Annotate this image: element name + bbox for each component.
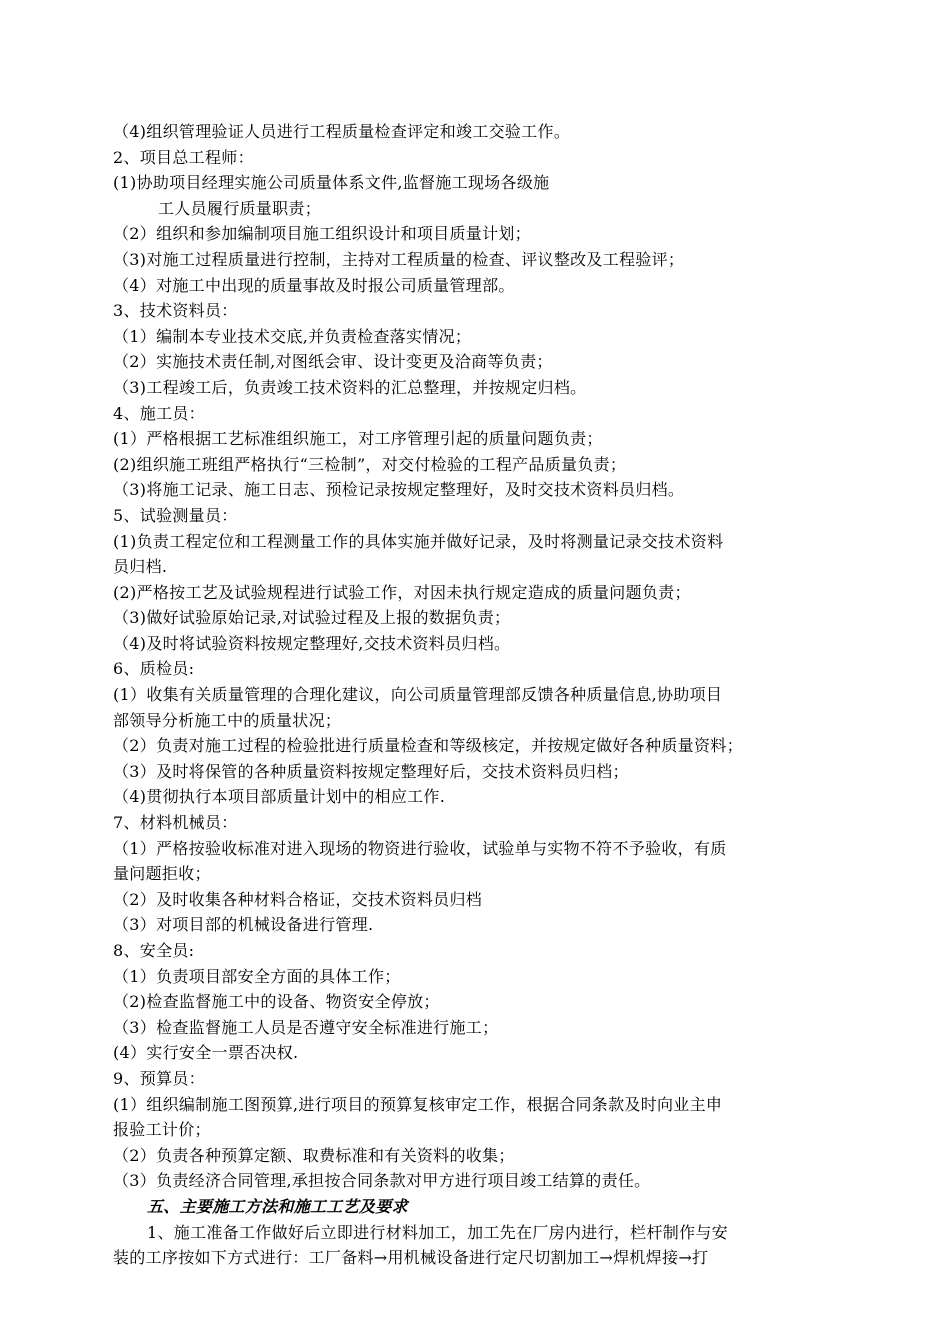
text-line: (2)严格按工艺及试验规程进行试验工作，对因未执行规定造成的质量问题负责； xyxy=(113,582,691,602)
text-line: （2）及时收集各种材料合格证，交技术资料员归档 xyxy=(113,889,483,909)
text-line: 量问题拒收； xyxy=(113,864,211,884)
text-line: 1、施工准备工作做好后立即进行材料加工，加工先在厂房内进行，栏杆制作与安 xyxy=(147,1222,728,1242)
text-line: (1）组织编制施工图预算,进行项目的预算复核审定工作，根据合同条款及时向业主申 xyxy=(113,1094,723,1114)
text-line: (1）严格根据工艺标准组织施工，对工序管理引起的质量问题负责； xyxy=(113,429,603,449)
text-line: （4）对施工中出现的质量事故及时报公司质量管理部。 xyxy=(113,275,515,295)
text-line: （3)将施工记录、施工日志、预检记录按规定整理好，及时交技术资料员归档。 xyxy=(113,480,685,500)
document-body xyxy=(113,119,843,1271)
text-line: 部领导分析施工中的质量状况； xyxy=(113,710,342,730)
text-line: （4)及时将试验资料按规定整理好,交技术资料员归档。 xyxy=(113,633,511,653)
text-line: （1）严格按验收标准对进入现场的物资进行验收，试验单与实物不符不予验收，有质 xyxy=(113,838,727,858)
text-line: （3）负责经济合同管理,承担按合同条款对甲方进行项目竣工结算的责任。 xyxy=(113,1171,651,1191)
text-line: 装的工序按如下方式进行：工厂备料→用机械设备进行定尺切割加工→焊机焊接→打 xyxy=(113,1248,709,1268)
text-line: （3)对施工过程质量进行控制，主持对工程质量的检查、评议整改及工程验评； xyxy=(113,249,685,269)
text-line: (1)协助项目经理实施公司质量体系文件,监督施工现场各级施 xyxy=(113,173,550,193)
text-line: 2、项目总工程师： xyxy=(113,147,254,167)
text-line: （2）负责各种预算定额、取费标准和有关资料的收集； xyxy=(113,1145,515,1165)
text-line: 报验工计价； xyxy=(113,1120,211,1140)
text-line: 5、试验测量员： xyxy=(113,505,238,525)
text-line: （3)工程竣工后，负责竣工技术资料的汇总整理，并按规定归档。 xyxy=(113,377,587,397)
text-line: （2）实施技术责任制,对图纸会审、设计变更及洽商等负责； xyxy=(113,352,553,372)
text-line: 9、预算员： xyxy=(113,1068,205,1088)
text-line: (1）收集有关质量管理的合理化建议，向公司质量管理部反馈各种质量信息,协助项目 xyxy=(113,685,723,705)
text-line: （3）对项目部的机械设备进行管理. xyxy=(113,915,374,935)
text-line: （1）编制本专业技术交底,并负责检查落实情况； xyxy=(113,326,472,346)
text-line: （4)贯彻执行本项目部质量计划中的相应工作. xyxy=(113,787,446,807)
text-line: （2）负责对施工过程的检验批进行质量检查和等级核定，并按规定做好各种质量资料； xyxy=(113,736,743,756)
text-line: (1)负责工程定位和工程测量工作的具体实施并做好记录，及时将测量记录交技术资料 xyxy=(113,531,724,551)
text-line: （3）及时将保管的各种质量资料按规定整理好后，交技术资料员归档； xyxy=(113,761,629,781)
section-heading: 五、主要施工方法和施工工艺及要求 xyxy=(147,1196,408,1216)
text-line: （2)检查监督施工中的设备、物资安全停放； xyxy=(113,992,440,1012)
text-line: 7、材料机械员： xyxy=(113,813,238,833)
text-line: 4、施工员： xyxy=(113,403,205,423)
text-line: 员归档. xyxy=(113,557,168,577)
text-line: 8、安全员: xyxy=(113,941,195,960)
text-line: 工人员履行质量职责； xyxy=(158,198,322,218)
text-line: 6、质检员: xyxy=(113,659,195,679)
text-line: （3）检查监督施工人员是否遵守安全标准进行施工； xyxy=(113,1017,499,1037)
text-line: 3、技术资料员： xyxy=(113,301,238,321)
text-line: （4)组织管理验证人员进行工程质量检查评定和竣工交验工作。 xyxy=(113,122,571,141)
text-line: （2）组织和参加编制项目施工组织设计和项目质量计划； xyxy=(113,224,531,244)
text-line: （3)做好试验原始记录,对试验过程及上报的数据负责； xyxy=(113,608,511,628)
text-line: (2)组织施工班组严格执行“三检制”，对交付检验的工程产品质量负责； xyxy=(113,454,627,474)
text-line: （1）负责项目部安全方面的具体工作； xyxy=(113,966,401,986)
text-line: (4）实行安全一票否决权. xyxy=(113,1043,299,1063)
